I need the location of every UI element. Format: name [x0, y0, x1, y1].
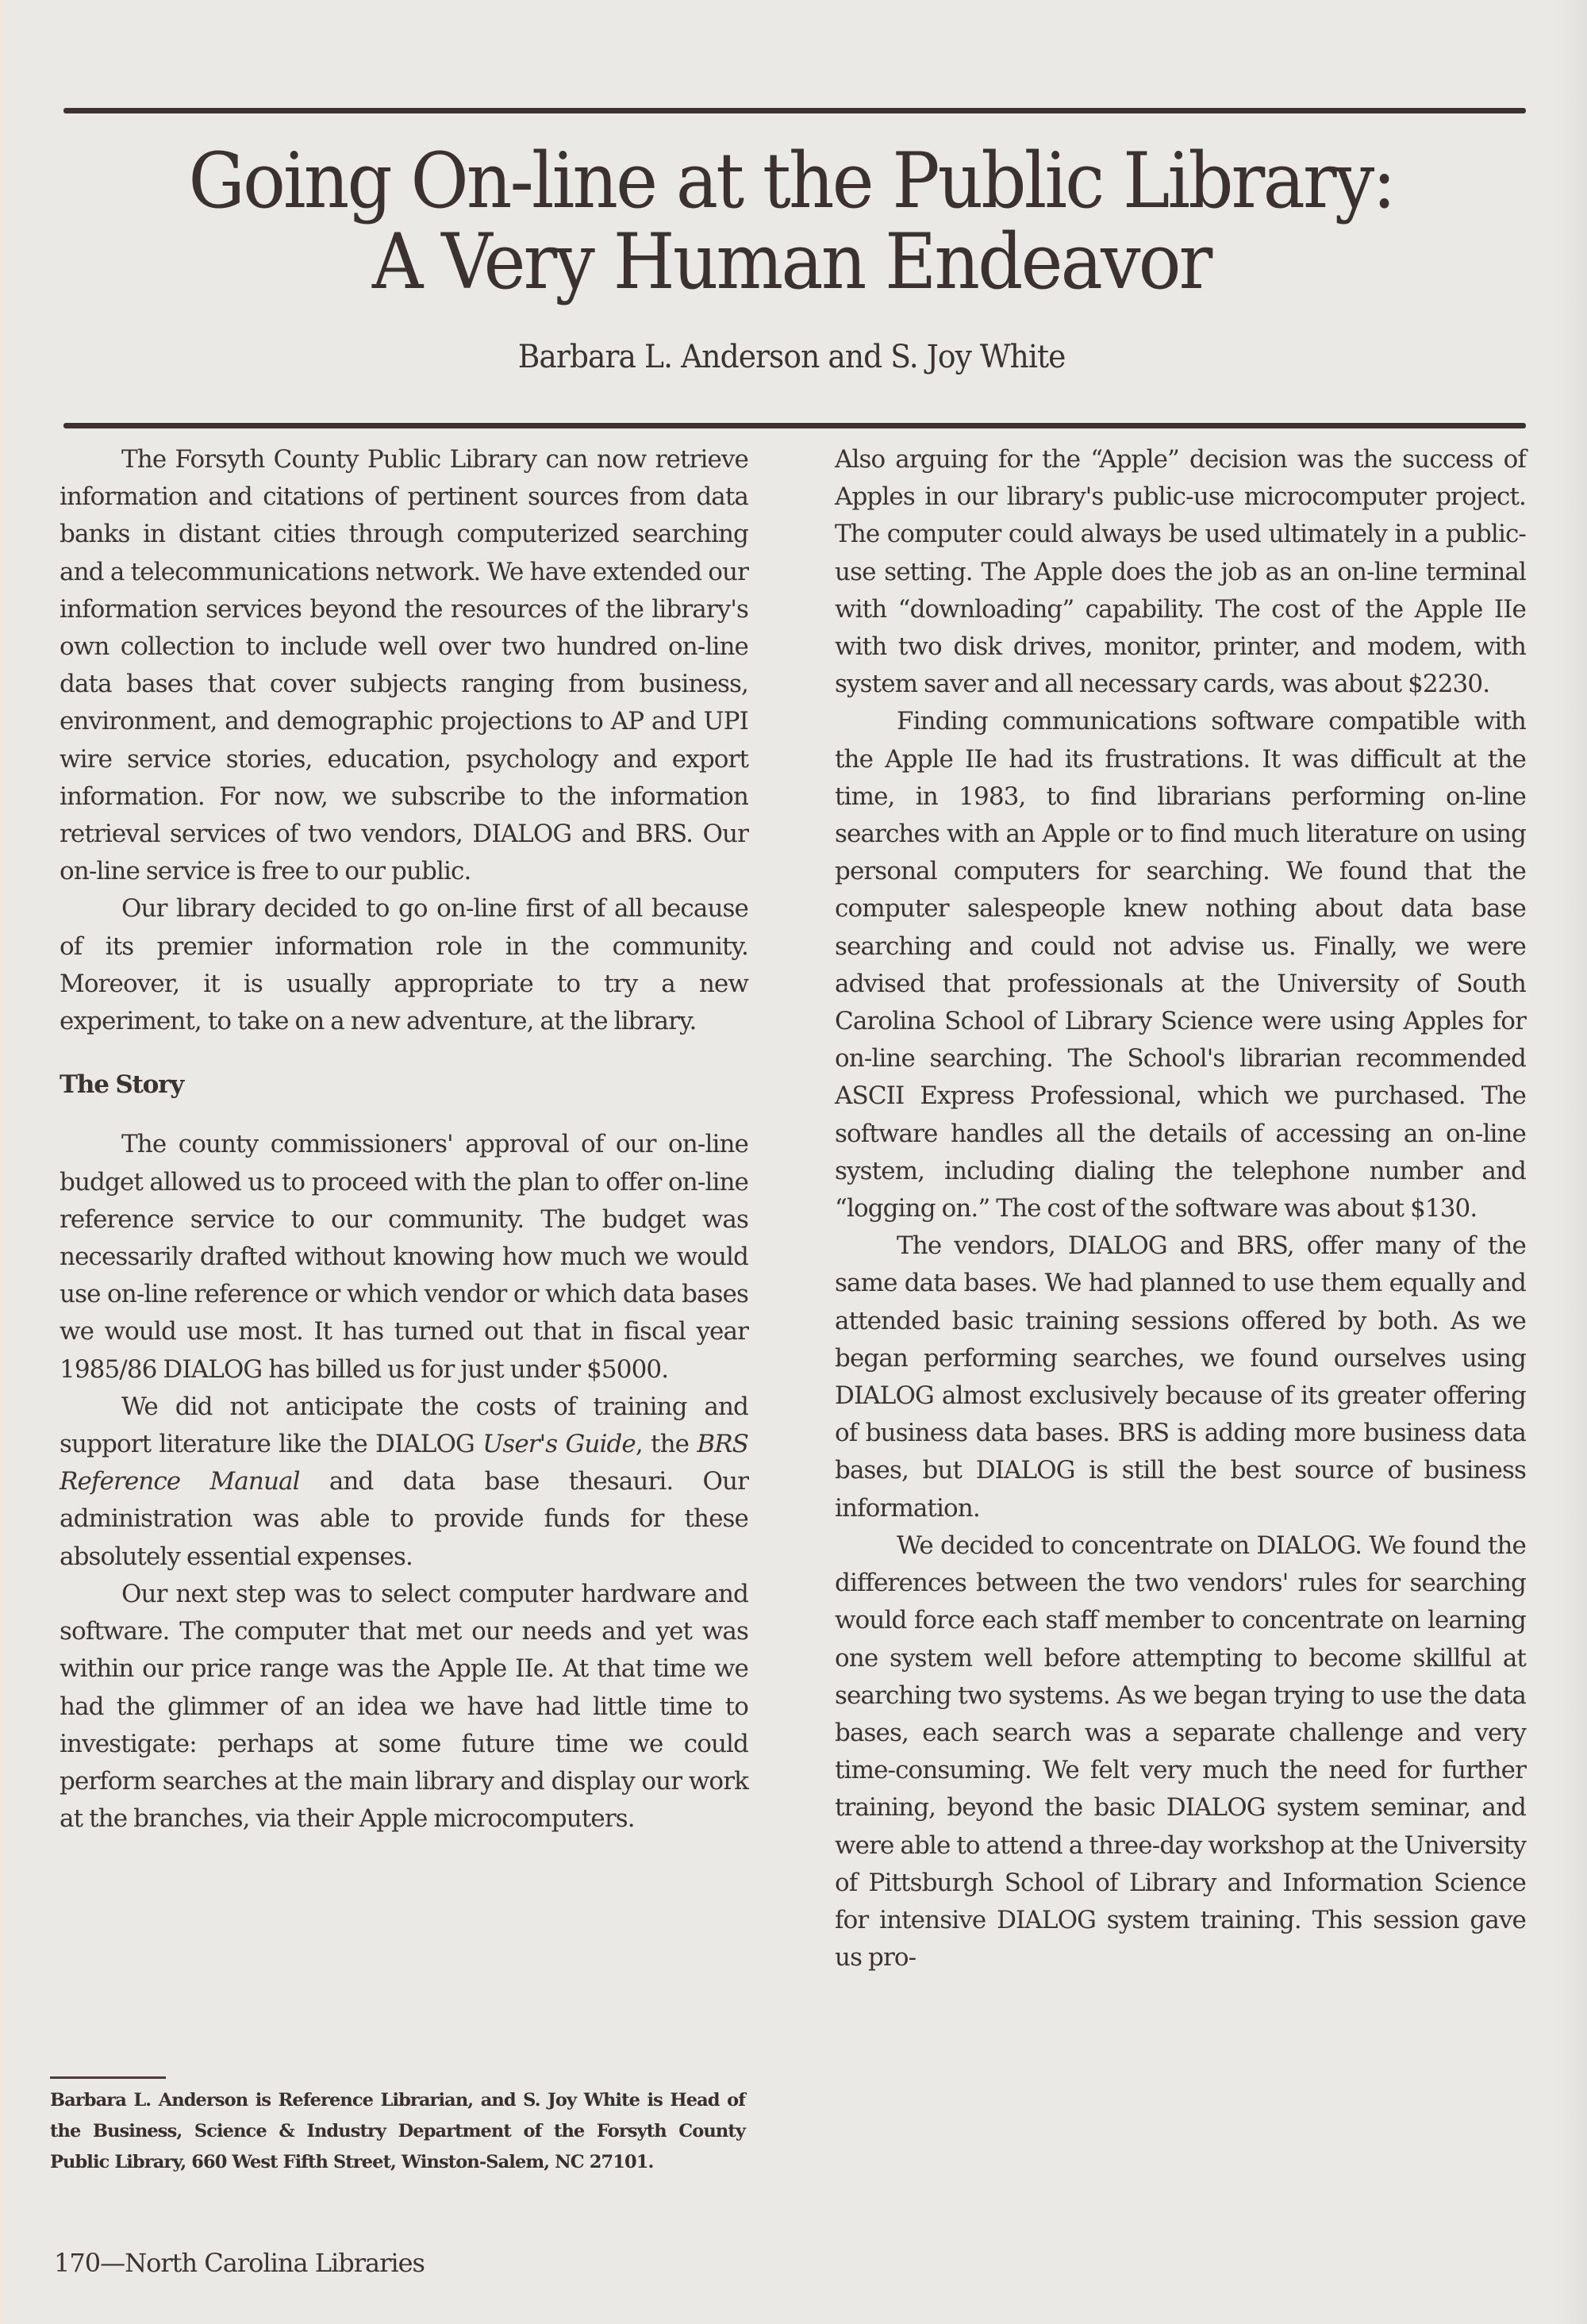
paragraph: Our library decided to go on-line first of all because of its premier information role in the community. Moreover, it is usually appropriate to try a new experiment, to take on a new adventure, at the library. [60, 894, 748, 1036]
italic-title: BRS Reference Manual [60, 1430, 748, 1496]
page-footer [54, 2247, 425, 2279]
footer-separator: — [100, 2248, 125, 2278]
text-span: We did not anticipate the costs of training and support literature like the DIALOG [60, 1392, 748, 1459]
left-column [60, 441, 748, 1838]
section-heading: The Story [60, 1070, 184, 1100]
footnote-rule [50, 2076, 166, 2079]
right-column [835, 441, 1526, 1976]
title-top-rule [63, 108, 1526, 113]
paragraph: The county commissioners' approval of our on-line budget allowed us to proceed with the plan to offer on-line reference service to our community. The budget was necessarily drafted without knowing how much we would use on-line reference or which vendor or which data bases we would use most. It has turned out that in fiscal year 1985/86 DIALOG has billed us for just under $5000. [60, 1130, 748, 1384]
article-authors: Barbara L. Anderson and S. Joy White [517, 339, 1066, 375]
paragraph: We decided to concentrate on DIALOG. We found the differences between the two vendors' rules for searching would force each staff member to concentrate on learning one system well before attempting to become skillful at searching two systems. As we began trying to use the data bases, each search was a separate challenge and very time-consuming. We felt very much the need for further training, beyond the basic DIALOG system seminar, and were able to attend a three-day workshop at the University of Pittsburgh School of Library and Information Science for intensive DIALOG system training. This session gave us pro- [835, 1531, 1526, 1973]
article-title-line-2: A Very Human Endeavor [371, 217, 1211, 306]
publication-name: North Carolina Libraries [125, 2248, 425, 2278]
page-number: 170 [54, 2248, 101, 2278]
article-title-line-1: Going On-line at the Public Library: [188, 136, 1394, 225]
italic-title: User's Guide [482, 1430, 636, 1459]
page-edge-left [0, 0, 8, 2324]
paragraph: The vendors, DIALOG and BRS, offer many of the same data bases. We had planned to use them equally and attended basic training sessions offered by both. As we began performing searches, we found ourselves using DIALOG almost exclusively because of its greater offering of business data bases. BRS is adding more business data bases, but DIALOG is still the best source of business information. [835, 1231, 1526, 1523]
paragraph: Our next step was to select computer hardware and software. The computer that met our needs and yet was within our price range was the Apple IIe. At that time we had the glimmer of an idea we have had little time to investigate: perhaps at some future time we could perform searches at the main library and display our work at the branches, via their Apple microcomputers. [60, 1579, 748, 1834]
paragraph: The Forsyth County Public Library can now retrieve information and citations of pertinent sources from data banks in distant cities through computerized searching and a telecommunications network. We have extended our information services beyond the resources of the library's own collection to include well over two hundred on-line data bases that cover subjects ranging from business, environment, and demographic projections to AP and UPI wire service stories, education, psychology and export information. For now, we subscribe to the information retrieval services of two vendors, DIALOG and BRS. Our on-line service is free to our public. [60, 445, 748, 886]
paragraph: Finding communications software compatible with the Apple IIe had its frustrations. It was difficult at the time, in 1983, to find librarians performing on-line searches with an Apple or to find much literature on using personal computers for searching. We found that the computer salespeople knew nothing about data base searching and could not advise us. Finally, we were advised that professionals at the University of South Carolina School of Library Science were using Apples for on-line searching. The School's librarian recommended ASCII Express Professional, which we purchased. The software handles all the details of accessing an on-line system, including dialing the telephone number and “logging on.” The cost of the software was about $130. [835, 707, 1526, 1223]
text-span: , the [635, 1430, 697, 1459]
page-edge-right [1555, 0, 1587, 2324]
title-bottom-rule [63, 423, 1526, 428]
paragraph: Also arguing for the “Apple” decision was the success of Apples in our library's public-use microcomputer project. The computer could always be used ultimately in a public-use setting. The Apple does the job as an on-line terminal with “downloading” capability. The cost of the Apple IIe with two disk drives, monitor, printer, and modem, with system saver and all necessary cards, was about $2230. [835, 445, 1526, 699]
paragraph [60, 1389, 748, 1576]
text-span: and data base thesauri. Our administration was able to provide funds for these absolutely essential expenses. [60, 1467, 748, 1571]
author-footnote: Barbara L. Anderson is Reference Librarian, and S. Joy White is Head of the Business, Science & Industry Department of the Forsyth County Public Library, 660 West Fifth Street, Winston-Salem, NC 27101. [50, 2090, 745, 2172]
